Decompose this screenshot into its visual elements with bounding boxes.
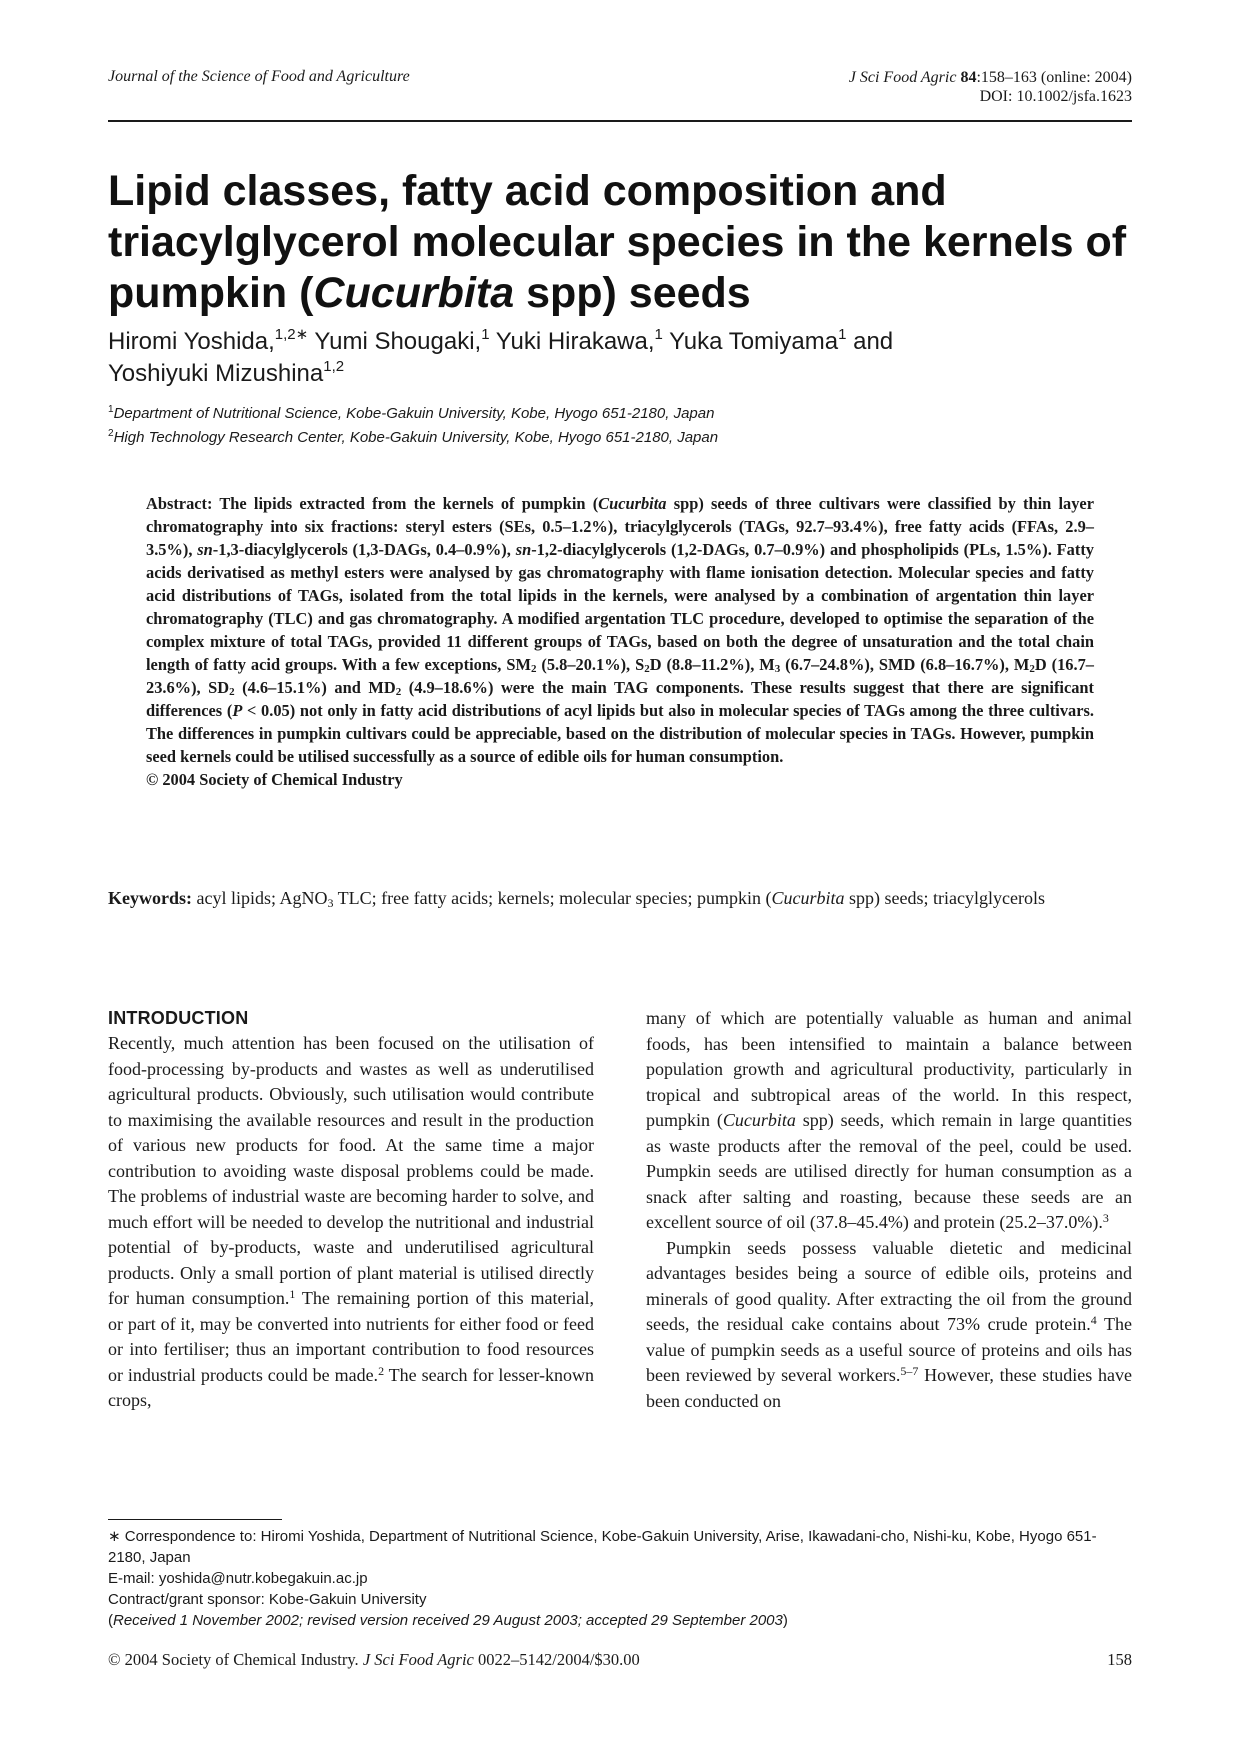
citation-pages: :158–163 (online: 2004) <box>976 69 1132 86</box>
author-name: Yoshiyuki Mizushina <box>108 360 324 387</box>
body-column-left <box>108 1006 594 1414</box>
doi: DOI: 10.1002/jsfa.1623 <box>979 88 1132 105</box>
keywords-genus: Cucurbita <box>771 888 845 908</box>
author-affiliation-mark: 1,2∗ <box>274 326 309 343</box>
correspondence-note: ∗ Correspondence to: Hiromi Yoshida, Department of Nutritional Science, Kobe-Gakuin University, Arise, Ikawadani-cho, Nishi-ku, Kobe, Hyogo 651-2180, Japan <box>108 1528 1097 1566</box>
footer-issn: 0022–5142/2004/$30.00 <box>473 1650 640 1669</box>
abstract-text: spp) seeds of three cultivars were classified by thin layer chromatography into six fractions: steryl esters (SEs, 0.5–1.2%), triacylglycerols (TAGs, 92.7–93.4%), free fatty acids (FFAs, 2.9–3.5%), <box>146 494 1094 559</box>
abstract-p-symbol: P <box>232 701 243 720</box>
body-paragraph <box>646 1006 1132 1236</box>
citation-ref: 2 <box>378 1363 385 1378</box>
footer-copyright-line <box>108 1650 640 1670</box>
header-rule <box>108 120 1132 122</box>
affiliation-text: High Technology Research Center, Kobe-Gakuin University, Kobe, Hyogo 651-2180, Japan <box>113 429 719 446</box>
running-head <box>108 68 1132 122</box>
abstract-text: (6.7–24.8%), SMD (6.8–16.7%), M <box>780 655 1030 674</box>
abstract-subscript: 3 <box>774 663 781 675</box>
citation-ref: 4 <box>1090 1313 1097 1327</box>
received-dates: Received 1 November 2002; revised version received 29 August 2003; accepted 29 September 2003 <box>113 1612 783 1629</box>
affiliation-text: Department of Nutritional Science, Kobe-Gakuin University, Kobe, Hyogo 651-2180, Japan <box>113 405 715 422</box>
citation-block <box>849 68 1132 106</box>
affiliation-mark: 2 <box>108 428 114 439</box>
body-text: spp) seeds, which remain in large quantities as waste products after the removal of the peel, could be used. Pumpkin seeds are utilised directly for human consumption as a snack after salting and roasting, because these seeds are an excellent source of oil (37.8–45.4%) and protein (25.2–37.0%). <box>646 1110 1132 1232</box>
email-note: E-mail: yoshida@nutr.kobegakuin.ac.jp <box>108 1570 368 1587</box>
citation-ref: 3 <box>1102 1211 1109 1225</box>
received-note <box>108 1610 1132 1631</box>
abstract <box>146 492 1094 791</box>
title-part-1: Lipid classes, fatty acid composition and triacylglycerol molecular species in the kernels of pumpkin ( <box>108 167 1127 317</box>
section-heading: INTRODUCTION <box>108 1008 249 1028</box>
body-text: The remaining portion of this material, or part of it, may be converted into nutrients for either food or feed or into fertiliser; thus an important contribution to food resources or industrial products could be made. <box>108 1288 594 1385</box>
abstract-sn: sn <box>197 540 213 559</box>
citation-line <box>849 68 1132 87</box>
author-affiliation-mark: 1,2 <box>323 358 345 375</box>
author-affiliation-mark: 1 <box>838 326 847 343</box>
abstract-text: (5.8–20.1%), S <box>536 655 645 674</box>
abstract-sn: sn <box>515 540 532 559</box>
abstract-text: -1,3-diacylglycerols (1,3-DAGs, 0.4–0.9%), <box>212 540 516 559</box>
footnote-rule <box>108 1519 282 1520</box>
author-name: Yumi Shougaki, <box>308 328 482 355</box>
sponsor-note: Contract/grant sponsor: Kobe-Gakuin University <box>108 1591 427 1608</box>
page-number: 158 <box>1107 1650 1132 1669</box>
keywords-text: acyl lipids; AgNO <box>192 888 328 908</box>
citation-journal: J Sci Food Agric <box>848 69 957 86</box>
footer-journal: J Sci Food Agric <box>362 1650 474 1669</box>
author-name: Yuki Hirakawa, <box>489 328 655 355</box>
paren: ) <box>782 1612 788 1629</box>
affiliations <box>108 402 1132 450</box>
body-paragraph <box>646 1236 1132 1415</box>
body-column-right <box>646 1006 1132 1414</box>
abstract-subscript: 2 <box>395 686 402 698</box>
citation-volume: 84 <box>960 69 977 86</box>
abstract-text: (4.6–15.1%) and MD <box>234 678 396 697</box>
body-genus: Cucurbita <box>722 1110 796 1130</box>
author-list <box>108 326 1132 390</box>
keywords-text: TLC; free fatty acids; kernels; molecular species; pumpkin ( <box>333 888 772 908</box>
title-genus: Cucurbita <box>313 269 515 317</box>
abstract-text: Abstract: The lipids extracted from the kernels of pumpkin ( <box>146 494 599 513</box>
author-conjunction: and <box>846 328 894 355</box>
body-text: Pumpkin seeds possess valuable dietetic and medicinal advantages besides being a source of edible oils, proteins and minerals of good quality. After extracting the oil from the ground seeds, the residual cake contains about 73% crude protein. <box>646 1237 1132 1334</box>
author-affiliation-mark: 1 <box>481 326 490 343</box>
body-text: However, these studies have been conducted on <box>646 1365 1133 1411</box>
citation-ref: 1 <box>289 1287 296 1301</box>
citation-ref: 5–7 <box>900 1364 919 1378</box>
journal-name: Journal of the Science of Food and Agriculture <box>108 68 410 85</box>
keywords <box>108 886 1132 910</box>
abstract-subscript: 2 <box>229 686 235 698</box>
author-name: Yuka Tomiyama <box>662 328 839 355</box>
footnotes <box>108 1526 1132 1631</box>
abstract-text: D (16.7–23.6%), SD <box>146 655 1094 697</box>
abstract-text: -1,2-diacylglycerols (1,2-DAGs, 0.7–0.9%) and phospholipids (PLs, 1.5%). Fatty acids derivatised as methyl esters were analysed by gas chromatography with flame ionisation detection. Molecular species and fatty acid distributions of TAGs, isolated from the total lipids in the kernels, were analysed by a combination of argentation thin layer chromatography (TLC) and gas chromatography. A modified argentation TLC procedure, developed to optimise the separation of the complex mixture of total TAGs, provided 11 different groups of TAGs, based on both the degree of unsaturation and the total chain length of fatty acid groups. With a few exceptions, SM <box>146 540 1094 674</box>
affiliation-1 <box>108 402 1132 426</box>
body-text: Recently, much attention has been focused on the utilisation of food-processing by-products and wastes as well as underutilised agricultural products. Obviously, such utilisation would contribute to maximising the available resources and result in the production of various new products for food. At the same time a major contribution to avoiding waste disposal problems could be made. The problems of industrial waste are becoming harder to solve, and much effort will be needed to develop the nutritional and industrial potential of by-products, waste and underutilised agricultural products. Only a small portion of plant material is utilised directly for human consumption. <box>108 1033 594 1308</box>
title-part-2: spp) seeds <box>514 269 751 317</box>
abstract-text: (4.9–18.6%) were the main TAG components. These results suggest that there are significant differences ( <box>146 678 1094 720</box>
author-name: Hiromi Yoshida, <box>108 328 275 355</box>
abstract-subscript: 2 <box>1029 663 1035 675</box>
author-affiliation-mark: 1 <box>654 326 663 343</box>
body-paragraph <box>108 1031 594 1414</box>
keywords-text: spp) seeds; triacylglycerols <box>844 888 1045 908</box>
abstract-text: < 0.05) not only in fatty acid distributions of acyl lipids but also in molecular species of TAGs among the three cultivars. The differences in pumpkin cultivars could be appreciable, based on the distribution of molecular species in TAGs. However, pumpkin seed kernels could be utilised successfully as a source of edible oils for human consumption. <box>146 701 1094 766</box>
abstract-genus: Cucurbita <box>598 494 667 513</box>
body-text: The search for lesser-known crops, <box>108 1364 594 1410</box>
keywords-subscript: 3 <box>327 896 334 910</box>
paper-title <box>108 166 1148 319</box>
affiliation-2 <box>108 426 1132 450</box>
abstract-text: D (8.8–11.2%), M <box>649 655 775 674</box>
paren: ( <box>108 1612 113 1629</box>
abstract-subscript: 2 <box>644 663 650 675</box>
abstract-copyright: © 2004 Society of Chemical Industry <box>146 770 403 789</box>
body-text: The value of pumpkin seeds as a useful source of proteins and oils has been reviewed by several workers. <box>646 1314 1132 1385</box>
affiliation-mark: 1 <box>108 404 114 415</box>
keywords-label: Keywords: <box>108 888 192 908</box>
body-text: many of which are potentially valuable as human and animal foods, has been intensified to maintain a balance between population growth and agricultural productivity, particularly in tropical and subtropical areas of the world. In this respect, pumpkin ( <box>646 1008 1132 1130</box>
footer-copyright: © 2004 Society of Chemical Industry. <box>108 1650 363 1669</box>
abstract-subscript: 2 <box>530 663 537 675</box>
